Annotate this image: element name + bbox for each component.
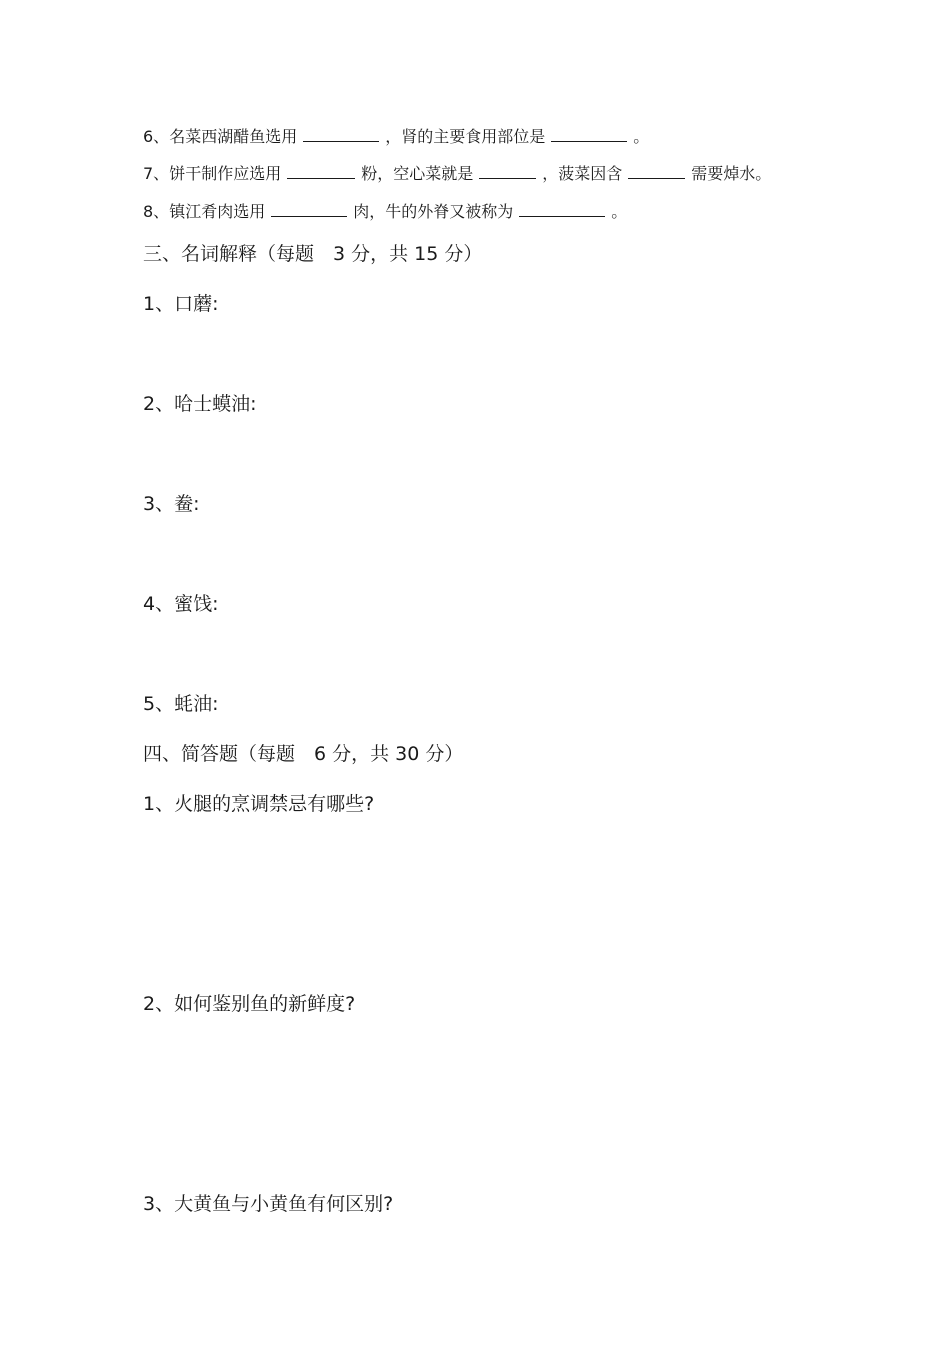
question-number: 8、	[143, 202, 170, 221]
term-item-5: 5、蚝油:	[143, 693, 219, 715]
question-text: 。	[611, 202, 628, 221]
answer-blank[interactable]	[519, 202, 605, 217]
section-3-title: 三、名词解释（每题 3 分，共 15 分）	[143, 243, 483, 265]
question-text: 粉，空心菜就是	[361, 164, 474, 183]
answer-blank[interactable]	[287, 164, 355, 179]
question-text: 名菜西湖醋鱼选用	[169, 127, 298, 146]
short-answer-item-3: 3、大黄鱼与小黄鱼有何区别?	[143, 1193, 394, 1215]
question-number: 7、	[143, 164, 170, 183]
question-6	[143, 127, 649, 145]
term-item-1: 1、口蘑:	[143, 293, 219, 315]
question-text: 肉，牛的外脊又被称为	[353, 202, 514, 221]
answer-blank[interactable]	[628, 164, 685, 179]
term-item-2: 2、哈士蟆油:	[143, 393, 257, 415]
answer-blank[interactable]	[303, 127, 379, 142]
short-answer-item-1: 1、火腿的烹调禁忌有哪些?	[143, 793, 375, 815]
question-text: 镇江肴肉选用	[169, 202, 266, 221]
question-text: 需要焯水。	[691, 164, 772, 183]
short-answer-item-2: 2、如何鉴别鱼的新鲜度?	[143, 993, 356, 1015]
question-text: ，肾的主要食用部位是	[385, 127, 546, 146]
question-number: 6、	[143, 127, 170, 146]
answer-blank[interactable]	[271, 202, 347, 217]
section-4-title: 四、简答题（每题 6 分，共 30 分）	[143, 743, 464, 765]
question-7	[143, 164, 771, 182]
term-item-4: 4、蜜饯:	[143, 593, 219, 615]
answer-blank[interactable]	[479, 164, 536, 179]
term-item-3: 3、鲞:	[143, 493, 200, 515]
question-text: 饼干制作应选用	[169, 164, 282, 183]
question-8	[143, 202, 627, 220]
answer-blank[interactable]	[551, 127, 627, 142]
question-text: 。	[633, 127, 650, 146]
question-text: ，菠菜因含	[542, 164, 623, 183]
